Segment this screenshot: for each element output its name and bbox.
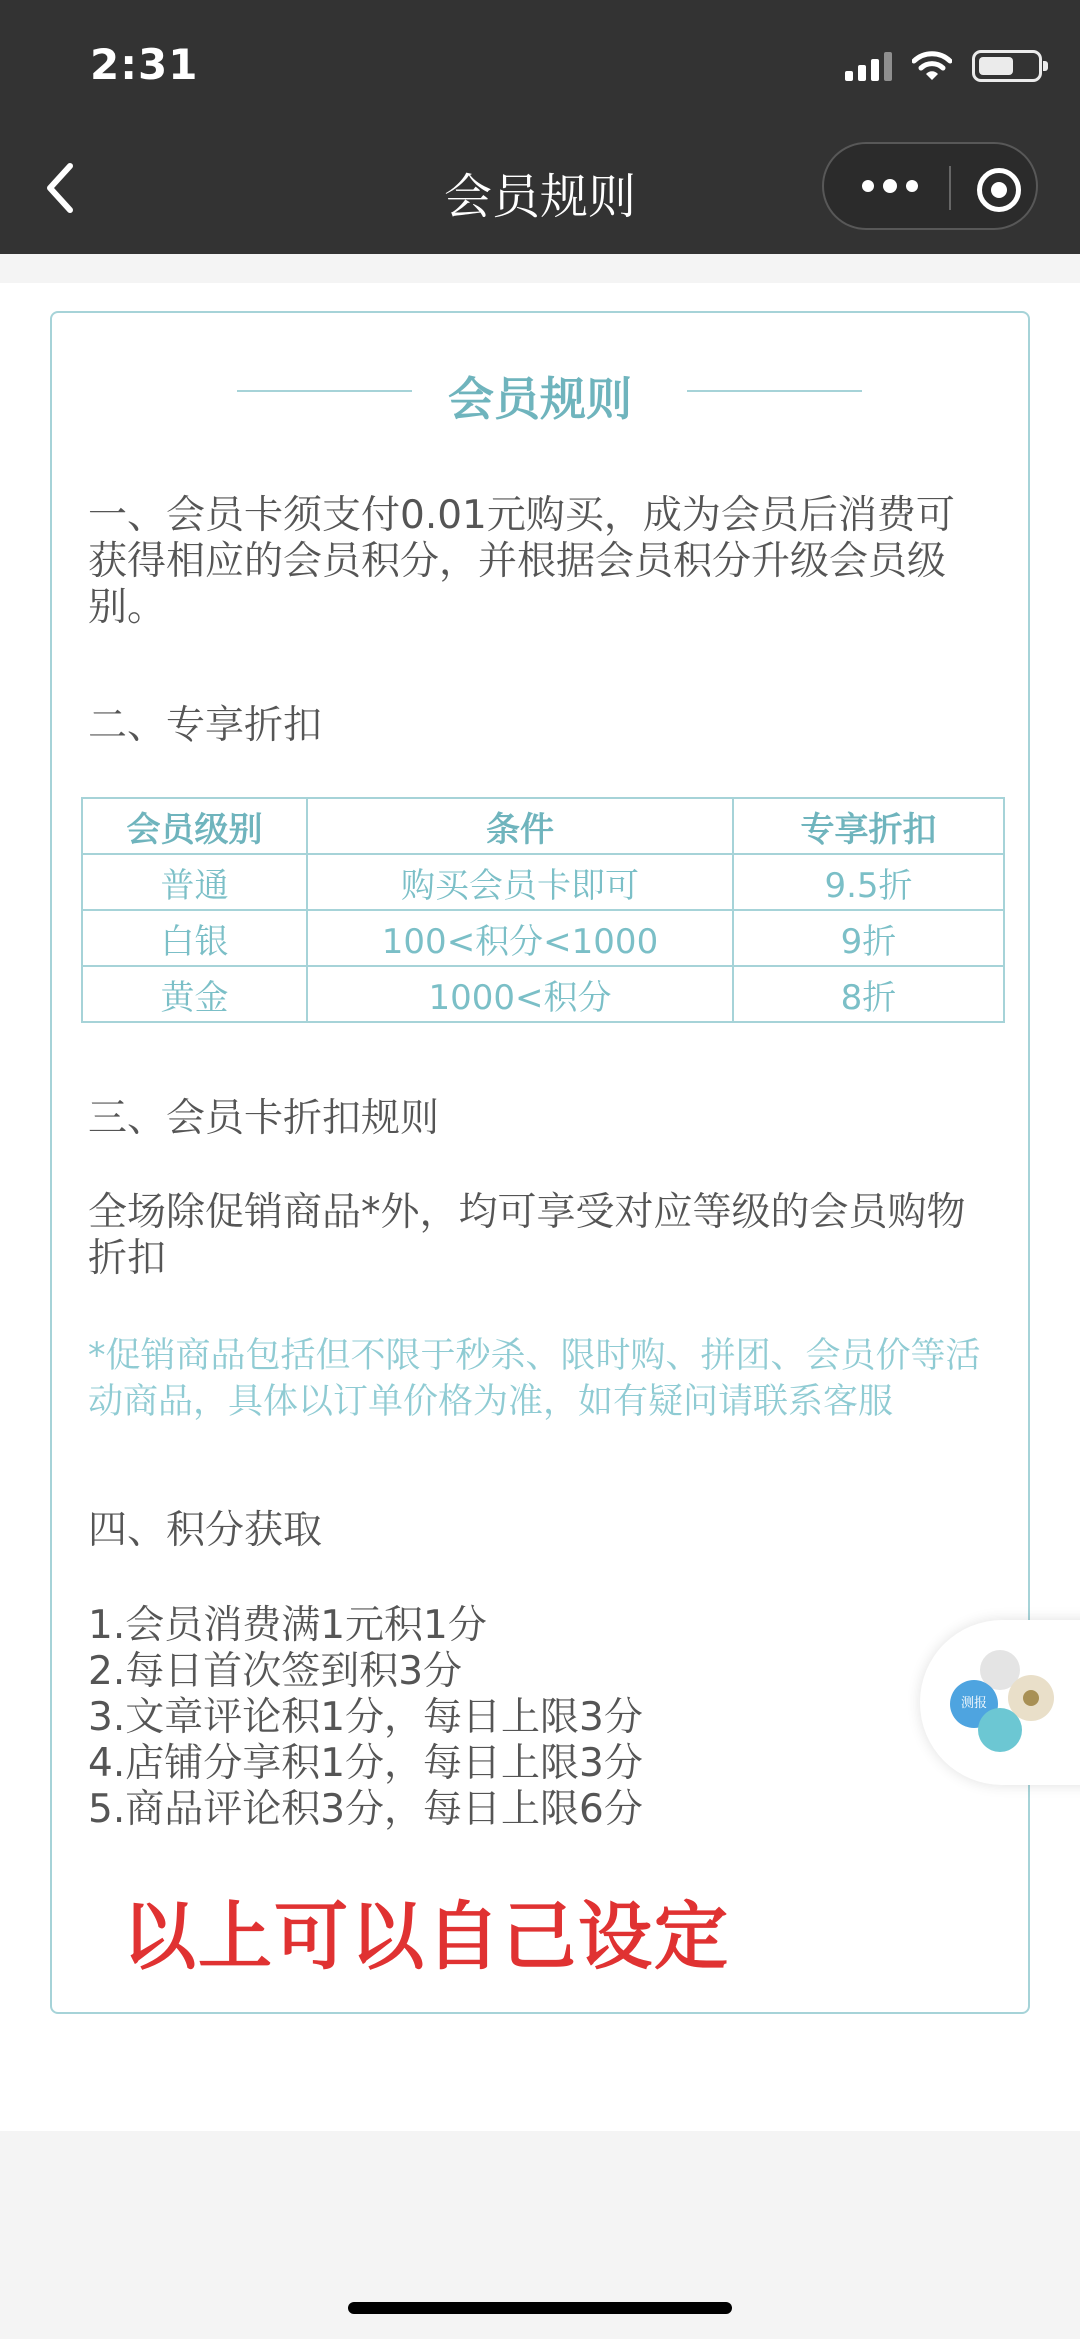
status-icons <box>845 46 1042 86</box>
table-cell: 1000<积分 <box>307 966 733 1022</box>
table-row <box>82 910 1004 966</box>
capsule-divider <box>949 166 951 210</box>
top-bar <box>0 0 1080 254</box>
list-item: 3.文章评论积1分，每日上限3分 <box>88 1695 643 1740</box>
floating-shortcut-widget[interactable] <box>920 1620 1080 1785</box>
table-cell: 黄金 <box>82 966 307 1022</box>
content-page <box>0 283 1080 2131</box>
discount-table <box>81 797 1005 1023</box>
table-header-row <box>82 798 1004 854</box>
table-row <box>82 966 1004 1022</box>
more-icon[interactable] <box>862 180 918 193</box>
battery-icon <box>972 50 1042 82</box>
red-annotation: 以上可以自己设定 <box>122 1894 730 1980</box>
home-indicator[interactable] <box>348 2302 732 2314</box>
wifi-icon <box>912 50 952 82</box>
table-cell: 9折 <box>733 910 1004 966</box>
section-2-heading: 二、专享折扣 <box>88 703 323 748</box>
signal-icon <box>845 51 892 81</box>
table-cell: 普通 <box>82 854 307 910</box>
section-3-heading: 三、会员卡折扣规则 <box>88 1096 440 1141</box>
list-item: 2.每日首次签到积3分 <box>88 1649 463 1694</box>
list-item: 1.会员消费满1元积1分 <box>88 1603 487 1648</box>
table-cell: 8折 <box>733 966 1004 1022</box>
close-miniprogram-icon[interactable] <box>977 168 1021 212</box>
rules-card <box>50 311 1030 2014</box>
table-cell: 100<积分<1000 <box>307 910 733 966</box>
section-3-text: 全场除促销商品*外，均可享受对应等级的会员购物折扣 <box>88 1190 966 1281</box>
table-cell: 购买会员卡即可 <box>307 854 733 910</box>
miniprogram-capsule <box>822 142 1038 230</box>
nav-title: 会员规则 <box>443 169 636 225</box>
table-cell: 9.5折 <box>733 854 1004 910</box>
list-item: 5.商品评论积3分，每日上限6分 <box>88 1787 643 1832</box>
table-cell: 白银 <box>82 910 307 966</box>
table-header: 会员级别 <box>82 798 307 854</box>
promotion-note: *促销商品包括但不限于秒杀、限时购、拼团、会员价等活动商品，具体以订单价格为准，如有疑问请联系客服 <box>88 1336 981 1422</box>
section-4-heading: 四、积分获取 <box>88 1508 323 1553</box>
points-rules-list <box>88 1603 988 1833</box>
table-row <box>82 854 1004 910</box>
section-1-text: 一、会员卡须支付0.01元购买，成为会员后消费可获得相应的会员积分，并根据会员积分升级会员级别。 <box>88 493 955 630</box>
report-icon[interactable]: 测报 <box>950 1680 998 1728</box>
card-title: 会员规则 <box>448 372 632 426</box>
table-header: 条件 <box>307 798 733 854</box>
title-divider-right <box>687 390 862 392</box>
table-header: 专享折扣 <box>733 798 1004 854</box>
chat-icon[interactable] <box>978 1708 1022 1752</box>
card-header <box>52 343 1028 426</box>
list-item: 4.店铺分享积1分，每日上限3分 <box>88 1741 643 1786</box>
status-time: 2:31 <box>90 40 199 89</box>
